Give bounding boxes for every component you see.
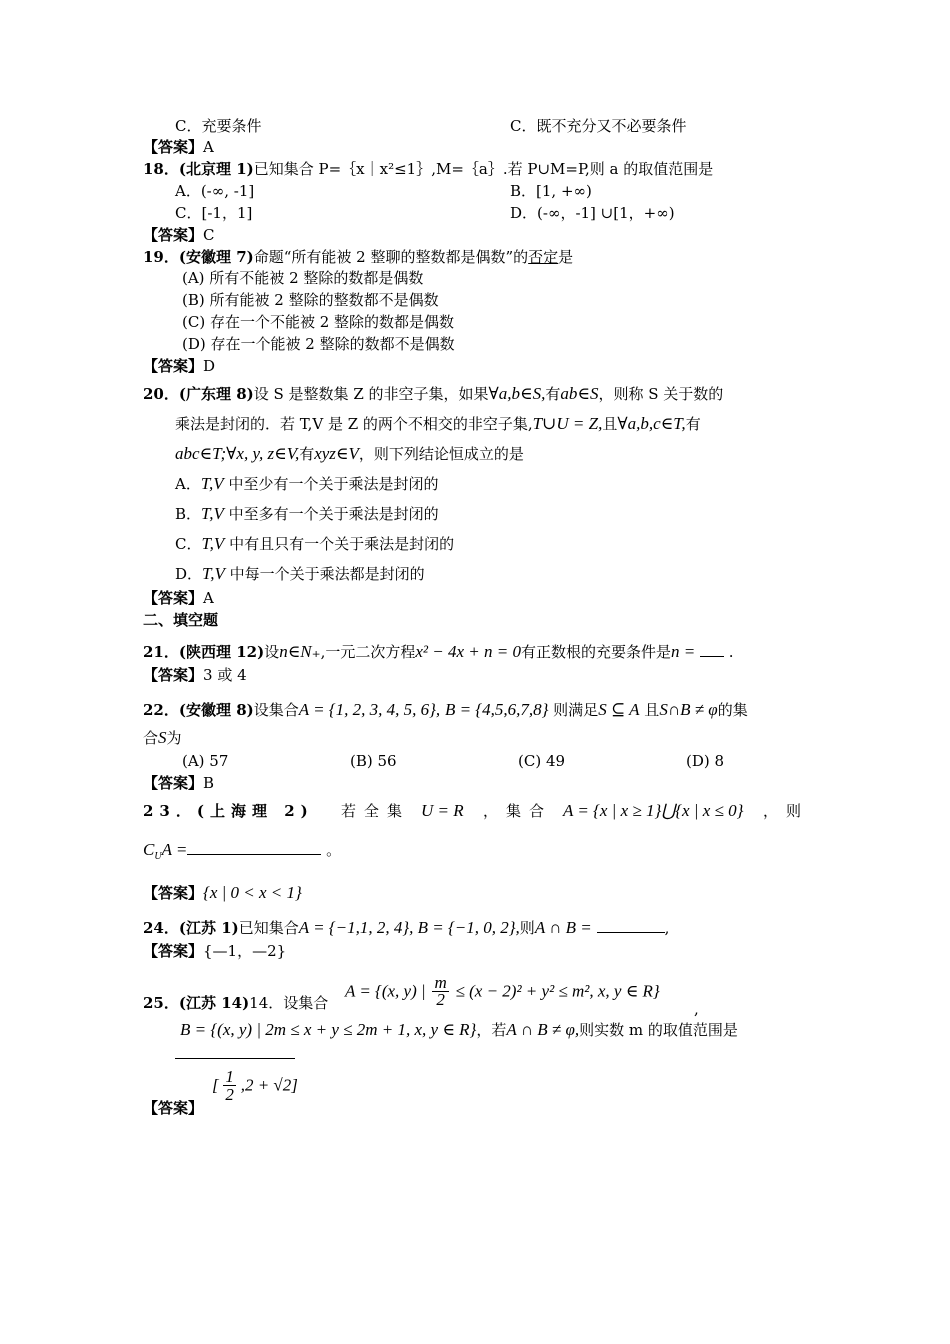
question-number: 22．(安徽理 8) <box>143 701 254 719</box>
answer-value: {—1，—2} <box>203 942 287 960</box>
numerator: 1 <box>225 1067 234 1086</box>
option-text: 中有且只有一个关于乘法是封闭的 <box>229 535 455 553</box>
q20-option-a <box>175 474 438 494</box>
answer-label: 【答案】 <box>143 666 204 684</box>
answer-value: C <box>203 226 215 244</box>
q17-option-c: C．充要条件 <box>175 117 262 135</box>
text: . <box>728 643 734 661</box>
question-25-line2 <box>180 1020 738 1040</box>
question-23-line1 <box>143 801 808 821</box>
answer-17 <box>143 137 214 157</box>
math: ab∈S <box>560 384 599 403</box>
text: ,一元二次方程 <box>320 643 416 661</box>
answer-value: B <box>203 774 215 792</box>
q22-option-d: (D) 8 <box>686 752 725 770</box>
math: ∀a,b∈S, <box>488 384 546 403</box>
math: [ <box>212 1075 219 1095</box>
answer-25-label <box>143 1098 203 1118</box>
answer-24 <box>143 941 286 961</box>
question-21 <box>143 642 734 662</box>
text: 。 <box>326 841 342 859</box>
answer-value: D <box>203 357 216 375</box>
text: 乘法是封闭的．若 T,V 是 Z 的两个不相交的非空子集, <box>175 415 533 433</box>
question-stem: 已知集合 P=｛x｜x²≤1｝,M=｛a｝.若 P∪M=P,则 a 的取值范围是 <box>253 160 714 178</box>
set-a-formula <box>345 975 660 1015</box>
math: A = {−1,1, 2, 4}, B = {−1, 0, 2}, <box>298 918 520 937</box>
math: n∈N₊ <box>279 642 321 661</box>
comma: , <box>694 1000 699 1018</box>
question-number: 19．(安徽理 7) <box>143 248 254 266</box>
text: 有 <box>685 415 701 433</box>
answer-20 <box>143 588 214 608</box>
math: A = <box>161 840 188 859</box>
answer-blank <box>597 918 665 933</box>
math: abc∈T;∀x, y, z∈V, <box>175 444 300 463</box>
answer-value: A <box>203 589 214 607</box>
text: 为 <box>166 729 182 747</box>
question-19 <box>143 247 573 267</box>
q18-option-c: C．[-1，1] <box>175 204 253 222</box>
denominator: 2 <box>225 1085 234 1104</box>
text: 有 <box>299 445 315 463</box>
answer-label: 【答案】 <box>143 589 204 607</box>
q20-option-b <box>175 504 439 524</box>
math: T,V <box>201 504 224 523</box>
math: S∩B ≠ φ <box>659 700 718 719</box>
question-20-line3 <box>175 444 524 464</box>
question-number: 18．(北京理 1) <box>143 160 254 178</box>
answer-19 <box>143 356 215 376</box>
text: , <box>664 919 670 937</box>
answer-25-value <box>212 1068 298 1112</box>
math: U = R <box>421 801 464 820</box>
answer-value: A <box>203 138 214 156</box>
math: S ⊆ A <box>598 700 640 719</box>
math: x² − 4x + n = 0 <box>415 642 521 661</box>
q20-option-c <box>175 534 454 554</box>
question-20-line1 <box>143 384 723 404</box>
math: A = {1, 2, 3, 4, 5, 6}, <box>298 700 441 719</box>
q22-option-c: (C) 49 <box>518 752 566 770</box>
answer-label: 【答案】 <box>143 138 204 156</box>
stem-post: 是 <box>558 248 574 266</box>
math-subscript: U <box>154 851 162 862</box>
question-number: 25．(江苏 14) <box>143 994 250 1012</box>
question-number: 24．(江苏 1) <box>143 919 239 937</box>
q18-option-d: D．(-∞，-1] ∪[1，+∞) <box>510 204 675 222</box>
answer-blank <box>700 642 724 657</box>
answer-value: {x | 0 < x < 1} <box>203 883 302 902</box>
text: 则 <box>519 919 535 937</box>
math: S <box>158 728 167 747</box>
option-key: C． <box>175 535 202 553</box>
question-25-line1-label <box>143 993 328 1013</box>
text: 且 <box>644 701 660 719</box>
stem-underlined: 否定 <box>528 248 559 266</box>
fraction <box>432 975 448 1008</box>
math: B = {(x, y) | 2m ≤ x + y ≤ 2m + 1, x, y ∈ R} <box>180 1020 477 1039</box>
numerator: m <box>434 973 447 992</box>
text: 则实数 m 的取值范围是 <box>579 1021 738 1039</box>
answer-blank <box>187 840 321 855</box>
text: 且 <box>602 415 618 433</box>
text: 若全集 <box>341 802 411 820</box>
option-key: D． <box>175 565 203 583</box>
text: 合 <box>143 729 159 747</box>
answer-18 <box>143 225 215 245</box>
answer-21 <box>143 665 247 685</box>
question-23-line2 <box>143 840 341 867</box>
text: 则满足 <box>553 701 599 719</box>
question-number: 21．(陕西理 12) <box>143 643 265 661</box>
text: ，若 <box>476 1021 507 1039</box>
question-22-line2 <box>143 728 182 748</box>
answer-23 <box>143 883 302 903</box>
math: ≤ (x − 2)² + y² ≤ m², x, y ∈ R} <box>455 981 660 1001</box>
math: xyz∈V <box>314 444 359 463</box>
text: ，则下列结论恒成立的是 <box>358 445 524 463</box>
math: ,2 + √2] <box>240 1075 298 1095</box>
fraction <box>223 1068 236 1103</box>
question-22-line1 <box>143 700 748 720</box>
stem-pre: 命题“所有能被 2 整聊的整数都是偶数”的 <box>253 248 529 266</box>
math: T,V <box>201 534 225 553</box>
question-20-line2 <box>175 414 701 434</box>
option-text: 中至少有一个关于乘法是封闭的 <box>228 475 439 493</box>
text: 有正数根的充要条件是 <box>520 643 671 661</box>
answer-label: 【答案】 <box>143 1099 204 1117</box>
answer-label: 【答案】 <box>143 884 204 902</box>
math: A ∩ B = <box>534 918 592 937</box>
option-text: 中每一个关于乘法都是封闭的 <box>229 565 425 583</box>
text: 有 <box>545 385 561 403</box>
math: n = <box>671 642 696 661</box>
q20-option-d <box>175 564 425 584</box>
q25-blank-line <box>175 1044 295 1064</box>
math: C <box>143 840 155 859</box>
text: 设集合 <box>253 701 299 719</box>
text: ，则称 S 关于数的 <box>598 385 724 403</box>
option-key: B． <box>175 505 202 523</box>
q22-option-b: (B) 56 <box>350 752 397 770</box>
q19-option-a: (A) 所有不能被 2 整除的数都是偶数 <box>182 269 424 287</box>
text: 14．设集合 <box>249 994 329 1012</box>
answer-label: 【答案】 <box>143 357 204 375</box>
option-text: 中至多有一个关于乘法是封闭的 <box>228 505 439 523</box>
math: T∪U = Z, <box>532 414 603 433</box>
math: ∀a,b,c∈T, <box>617 414 686 433</box>
answer-label: 【答案】 <box>143 942 204 960</box>
q22-option-a: (A) 57 <box>182 752 229 770</box>
question-number: 20．(广东理 8) <box>143 385 254 403</box>
denominator: 2 <box>436 990 445 1009</box>
text: 的集 <box>717 701 748 719</box>
q19-option-c: (C) 存在一个不能被 2 整除的数都是偶数 <box>182 313 455 331</box>
math: T,V <box>200 474 224 493</box>
answer-blank <box>175 1044 295 1059</box>
math: A = {x | x ≥ 1}⋃{x | x ≤ 0} <box>563 801 744 820</box>
answer-22 <box>143 773 214 793</box>
section-heading: 二、填空题 <box>143 611 219 629</box>
q19-option-b: (B) 所有能被 2 整除的整数都不是偶数 <box>182 291 439 309</box>
question-number: 23．(上海理 2) <box>143 802 314 820</box>
q18-option-b: B．[1, +∞) <box>510 182 592 200</box>
text: ，集合 <box>483 802 553 820</box>
math: A = {(x, y) | <box>345 981 426 1001</box>
question-24 <box>143 918 669 938</box>
answer-label: 【答案】 <box>143 774 204 792</box>
math: A ∩ B ≠ φ, <box>506 1020 580 1039</box>
text: 设 S 是整数集 Z 的非空子集，如果 <box>253 385 489 403</box>
math: T,V <box>202 564 225 583</box>
q18-option-a: A．(-∞, -1] <box>175 182 255 200</box>
math: B = {4,5,6,7,8} <box>444 700 549 719</box>
q17-option-d: C．既不充分又不必要条件 <box>510 117 687 135</box>
answer-label: 【答案】 <box>143 226 204 244</box>
question-18 <box>143 159 713 179</box>
text: 已知集合 <box>238 919 299 937</box>
text: 设 <box>264 643 280 661</box>
option-key: A． <box>175 475 201 493</box>
answer-value: 3 或 4 <box>203 666 247 684</box>
q19-option-d: (D) 存在一个能被 2 整除的数都不是偶数 <box>182 335 455 353</box>
text: ，则 <box>763 802 810 820</box>
